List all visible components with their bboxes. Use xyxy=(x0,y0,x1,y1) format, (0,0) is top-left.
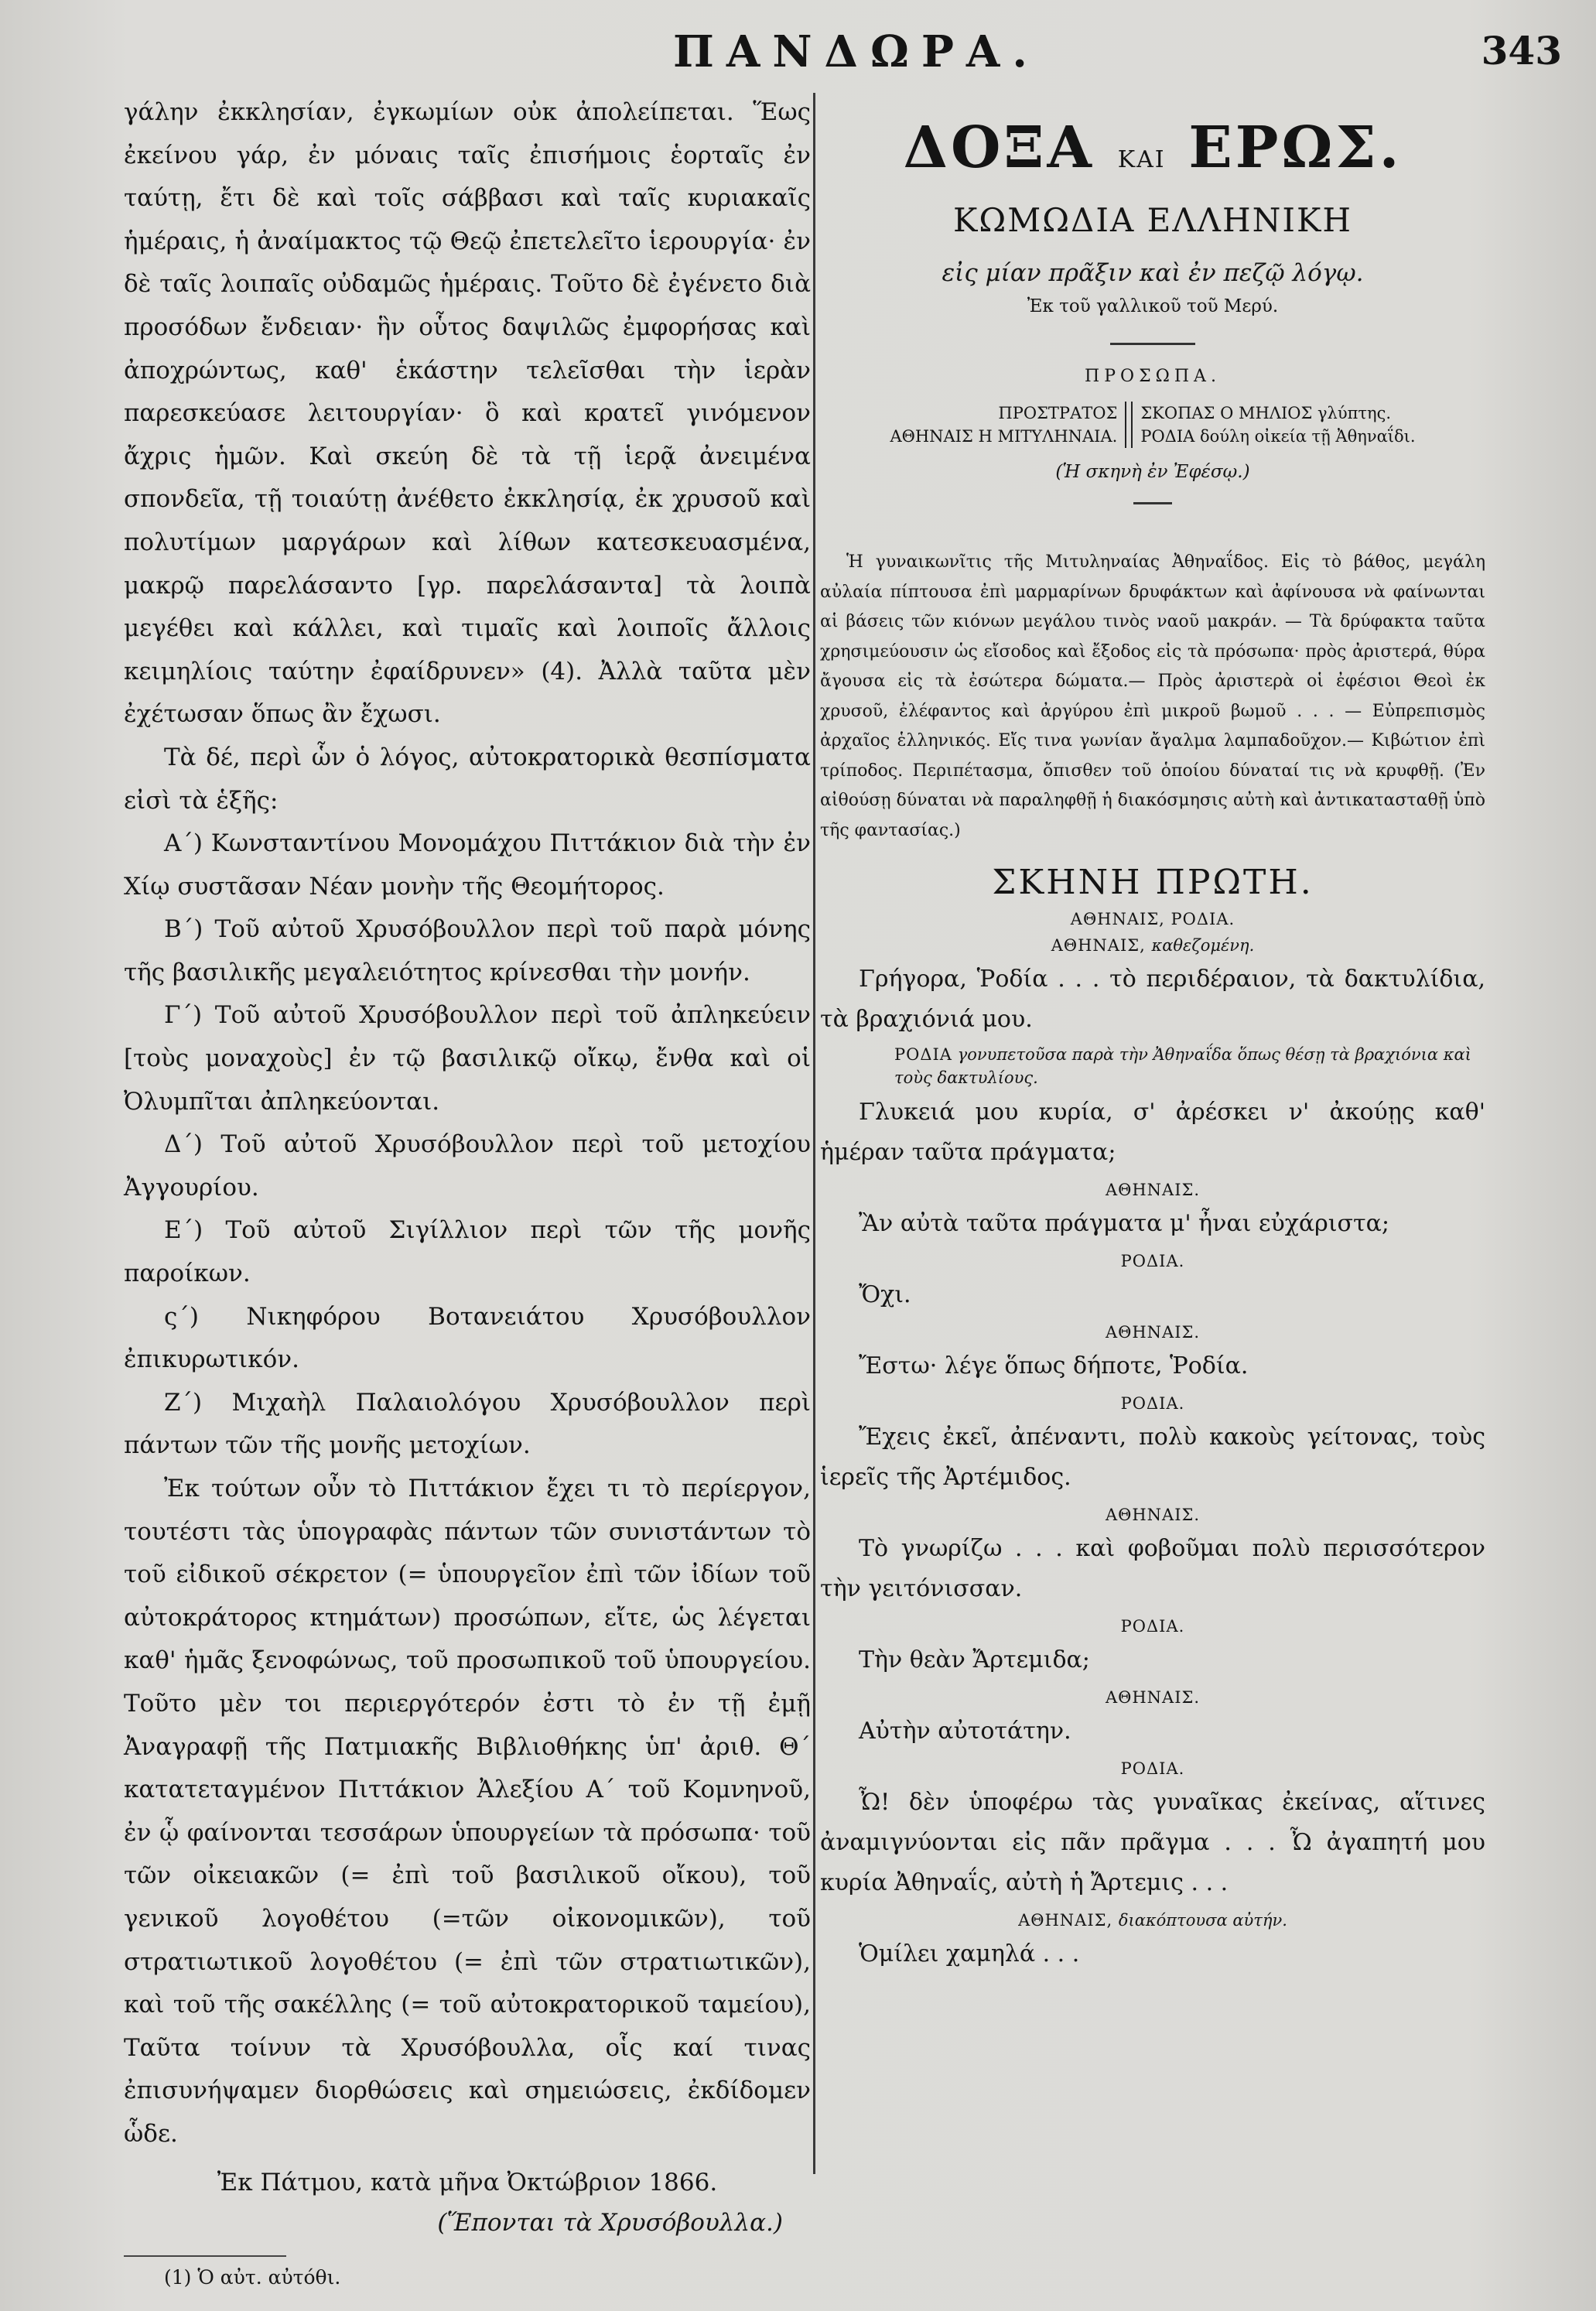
speaker-name: ΑΘΗΝΑΙΣ, xyxy=(1018,1911,1113,1930)
speaker-label: ΡΟΔΙΑ. xyxy=(1120,1617,1185,1636)
dialogue-line: Ὁμίλει χαμηλά . . . xyxy=(859,1940,1080,1967)
dialogue-line: Ἔχεις ἐκεῖ, ἀπέναντι, πολὺ κακοὺς γείτονας, τοὺς ἱερεῖς τῆς Ἀρτέμιδος. xyxy=(820,1424,1485,1491)
speaker-label: ΑΘΗΝΑΙΣ, ΡΟΔΙΑ. xyxy=(1070,910,1235,928)
speaker-label: ΑΘΗΝΑΙΣ. xyxy=(1105,1181,1201,1199)
persons-heading: ΠΡΟΣΩΠΑ. xyxy=(1085,367,1221,386)
speaker-label xyxy=(820,936,1485,955)
cast-member: ΣΚΟΠΑΣ Ο ΜΗΛΙΟΣ γλύπτης. xyxy=(1140,404,1392,422)
scene-title: ΣΚΗΝΗ ΠΡΩΤΗ. xyxy=(992,863,1314,902)
speaker-label: ΑΘΗΝΑΙΣ. xyxy=(1105,1323,1201,1342)
stage-direction: διακόπτουσα αὐτήν. xyxy=(1118,1911,1287,1930)
scene-description: Ἡ γυναικωνῖτις τῆς Μιτυληναίας Ἀθηναΐδος. Εἰς τὸ βάθος, μεγάλη αὐλαία πίπτουσα ἐπὶ μαρμαρίνων δρυφάκτων καὶ ἀφίνουσα νὰ φαίνωνται αἱ βάσεις τῶν κιόνων μεγάλου τινὸς ναοῦ μακράν. — Τὰ δρύφακτα ταῦτα χρησιμεύουσιν ὡς εἴσοδος καὶ ἔξοδος εἰς τὰ πρόσωπα· πρὸς ἀριστερά, θύρα ἄγουσα εἰς τὰ ἐσώτερα δώματα.— Πρὸς ἀριστερὰ οἱ ἐφέσιοι Θεοὶ ἐκ χρυσοῦ, ἐλέφαντος καὶ ἀργύρου ἐπὶ μικροῦ βωμοῦ . . . — Εὐπρεπισμὸς ἀρχαῖος ἑλληνικός. Εἴς τινα γωνίαν ἄγαλμα λαμπαδοῦχον.— Κιβώτιον ἐπὶ τρίποδος. Περιπέτασμα, ὄπισθεν τοῦ ὁποίου δύναταί τις νὰ κρυφθῇ. (Ἐν αἰθούσῃ δύναται νὰ παραληφθῇ ἡ διακόσμησις αὐτὴ καὶ ἀντικατασταθῇ ὑπὸ τῆς φαντασίας.) xyxy=(820,552,1485,840)
dialogue-line: Ἔστω· λέγε ὅπως δήποτε, Ῥοδία. xyxy=(859,1352,1249,1379)
list-item-d: Δ΄) Τοῦ αὐτοῦ Χρυσόβουλλον περὶ τοῦ μετοχίου Ἀγγουρίου. xyxy=(124,1130,811,1202)
list-item-e: Ε΄) Τοῦ αὐτοῦ Σιγίλλιον περὶ τῶν τῆς μονῆς παροίκων. xyxy=(124,1216,811,1288)
footnote: (1) Ὁ αὐτ. αὐτόθι. xyxy=(164,2265,341,2289)
running-head xyxy=(0,26,1596,80)
list-item-f: ς΄) Νικηφόρου Βοτανειάτου Χρυσόβουλλον ἐπικυρωτικόν. xyxy=(124,1302,811,1374)
cast-column-left xyxy=(890,402,1125,448)
dialogue-line: Ὦ! δὲν ὑποφέρω τὰς γυναῖκας ἐκείνας, αἵτινες ἀναμιγνύονται εἰς πᾶν πρᾶγμα . . . Ὦ ἀγαπητή μου κυρία Ἀθηναΐς, αὐτὴ ἡ Ἄρτεμις . . . xyxy=(820,1789,1485,1896)
speaker-name: ΑΘΗΝΑΙΣ, xyxy=(1051,936,1146,955)
list-item-a: Α΄) Κωνσταντίνου Μονομάχου Πιττάκιον διὰ τὴν ἐν Χίῳ συστᾶσαν Νέαν μονὴν τῆς Θεομήτορος. xyxy=(124,829,811,901)
dialogue-line: Τὴν θεὰν Ἄρτεμιδα; xyxy=(859,1646,1090,1673)
dialogue-line: Γρήγορα, Ῥοδία . . . τὸ περιδέραιον, τὰ δακτυλίδια, τὰ βραχιόνιά μου. xyxy=(820,966,1485,1033)
paragraph-intro-list: Τὰ δέ, περὶ ὧν ὁ λόγος, αὐτοκρατορικὰ θεσπίσματα εἰσὶ τὰ ἑξῆς: xyxy=(124,743,811,815)
continued-note: (Ἕπονται τὰ Χρυσόβουλλα.) xyxy=(437,2208,783,2237)
cast-member: ΡΟΔΙΑ δούλη οἰκεία τῇ Ἀθηναΐδι. xyxy=(1140,427,1416,446)
list-item-g: Ζ΄) Μιχαὴλ Παλαιολόγου Χρυσόβουλλον περὶ πάντων τῶν τῆς μονῆς μετοχίων. xyxy=(124,1388,811,1460)
play-title-part2: ΕΡΩΣ. xyxy=(1188,115,1403,181)
setting-rule xyxy=(1133,502,1172,504)
play-source: Ἐκ τοῦ γαλλικοῦ τοῦ Μερύ. xyxy=(1027,296,1279,316)
journal-name: ΠΑΝΔΩΡΑ. xyxy=(673,26,1040,77)
column-divider xyxy=(813,93,815,2174)
play-title-kai: ΚΑΙ xyxy=(1117,146,1166,173)
paragraph-pittakion: Ἐκ τούτων οὖν τὸ Πιττάκιον ἔχει τι τὸ περίεργον, τουτέστι τὰς ὑπογραφὰς πάντων τῶν συνιστάντων τὸ τοῦ εἰδικοῦ σέκρετον (= ὑπουργεῖον ἐπὶ τῶν ἰδίων τοῦ αὐτοκράτορος κτημάτων) προσώπων, εἴτε, ὡς λέγεται καθ' ἡμᾶς ξενοφώνως, τοῦ προσωπικοῦ τοῦ ὑπουργείου. Τοῦτο μὲν τοι περιεργότερόν ἐστι τὸ ἐν τῇ ἐμῇ Ἀναγραφῇ τῆς Πατμιακῆς Βιβλιοθήκης ὑπ' ἀριθ. Θ΄ κατατεταγμένον Πιττάκιον Ἀλεξίου Α΄ τοῦ Κομνηνοῦ, ἐν ᾧ φαίνονται τεσσάρων ὑπουργείων τὰ πρόσωπα· τοῦ τῶν οἰκειακῶν (= ἐπὶ τοῦ βασιλικοῦ οἴκου), τοῦ γενικοῦ λογοθέτου (=τῶν οἰκονομικῶν), τοῦ στρατιωτικοῦ λογοθέτου (= ἐπὶ τῶν στρατιωτικῶν), καὶ τοῦ τῆς σακέλλης (= τοῦ αὐτοκρατορικοῦ ταμείου), Ταῦτα τοίνυν τὰ Χρυσόβουλλα, οἷς καί τινας ἐπισυνήψαμεν διορθώσεις καὶ σημειώσεις, ἐκδίδομεν ὧδε. xyxy=(124,1475,811,2148)
dialogue-line: Αὐτὴν αὐτοτάτην. xyxy=(859,1718,1071,1745)
footnote-rule xyxy=(124,2255,286,2257)
speaker-name: ΡΟΔΙΑ xyxy=(894,1045,952,1064)
play-subtitle: εἰς μίαν πρᾶξιν καὶ ἐν πεζῷ λόγῳ. xyxy=(942,259,1364,287)
cast-column-right xyxy=(1133,402,1415,448)
cast-separator xyxy=(1125,402,1133,448)
dialogue-line: Ὄχι. xyxy=(859,1281,911,1308)
speaker-label: ΑΘΗΝΑΙΣ. xyxy=(1105,1506,1201,1524)
cast-member: ΑΘΗΝΑΙΣ Η ΜΙΤΥΛΗΝΑΙΑ. xyxy=(890,427,1118,446)
dialogue-line: Τὸ γνωρίζω . . . καὶ φοβοῦμαι πολὺ περισσότερον τὴν γειτόνισσαν. xyxy=(820,1535,1485,1602)
speaker-label: ΡΟΔΙΑ. xyxy=(1120,1394,1185,1413)
speaker-with-direction xyxy=(820,1043,1485,1089)
cast-list xyxy=(820,402,1485,448)
page-number: 343 xyxy=(1481,28,1562,74)
speaker-label: ΡΟΔΙΑ. xyxy=(1120,1759,1185,1778)
play-title-part1: ΔΟΞΑ xyxy=(903,115,1095,181)
cast-member: ΠΡΟΣΤΡΑΤΟΣ xyxy=(998,404,1118,422)
speaker-label: ΑΘΗΝΑΙΣ. xyxy=(1105,1688,1201,1707)
dateline: Ἐκ Πάτμου, κατὰ μῆνα Ὀκτώβριον 1866. xyxy=(217,2168,718,2196)
play-title xyxy=(820,113,1485,195)
stage-direction: καθεζομένη. xyxy=(1151,936,1255,955)
speaker-label: ΡΟΔΙΑ. xyxy=(1120,1252,1185,1270)
title-rule xyxy=(1110,343,1195,345)
left-column xyxy=(124,91,811,2291)
speaker-label xyxy=(820,1911,1485,1930)
paragraph-continued: γάλην ἐκκλησίαν, ἐγκωμίων οὐκ ἀπολείπεται. Ἕως ἐκείνου γάρ, ἐν μόναις ταῖς ἐπισήμοις ἑορταῖς ἐν ταύτῃ, ἔτι δὲ καὶ τοῖς σάββασι καὶ ταῖς κυριακαῖς ἡμέραις, ἡ ἀναίμακτος τῷ Θεῷ ἐπετελεῖτο ἱερουργία· ἐν δὲ ταῖς λοιπαῖς οὐδαμῶς ἡμέραις. Τοῦτο δὲ ἐγένετο διὰ προσόδων ἔνδειαν· ἣν οὗτος δαψιλῶς ἐμφορήσας καὶ ἀποχρώντως, καθ' ἑκάστην τελεῖσθαι τὴν ἱερὰν παρεσκεύασε λειτουργίαν· ὃ καὶ κρατεῖ γινόμενον ἄχρις ἡμῶν. Καὶ σκεύη δὲ τὰ τῇ ἱερᾷ ἀνειμένα σπονδεῖα, τῇ τοιαύτῃ ἀνέθετο ἐκκλησίᾳ, ἐκ χρυσοῦ καὶ πολυτίμων μαργάρων καὶ λίθων κατεσκευασμένα, μακρῷ παρελάσαντο [γρ. παρελάσαντα] τὰ λοιπὰ μεγέθει καὶ κάλλει, καὶ τιμαῖς καὶ λοιποῖς ἄλλοις κειμηλίοις ταύτην ἐφαίδρυνεν» (4). Ἀλλὰ ταῦτα μὲν ἐχέτωσαν ὅπως ἂν ἔχωσι. xyxy=(124,98,811,729)
play-genre: ΚΩΜΩΔΙΑ ΕΛΛΗΝΙΚΗ xyxy=(953,201,1352,239)
dialogue-line: Ἂν αὐτὰ ταῦτα πράγματα μ' ἦναι εὐχάριστα; xyxy=(859,1210,1390,1237)
dialogue-line: Γλυκειά μου κυρία, σ' ἀρέσκει ν' ἀκούῃς καθ' ἡμέραν ταῦτα πράγματα; xyxy=(820,1099,1485,1166)
right-column xyxy=(820,91,1485,1974)
stage-direction: γονυπετοῦσα παρὰ τὴν Ἀθηναΐδα ὅπως θέσῃ τὰ βραχιόνια καὶ τοὺς δακτυλίους. xyxy=(894,1045,1471,1087)
list-item-c: Γ΄) Τοῦ αὐτοῦ Χρυσόβουλλον περὶ τοῦ ἀπληκεύειν [τοὺς μοναχοὺς] ἐν τῷ βασιλικῷ οἴκῳ, ἔνθα καὶ οἱ Ὀλυμπῖται ἀπληκεύονται. xyxy=(124,1001,811,1116)
list-item-b: Β΄) Τοῦ αὐτοῦ Χρυσόβουλλον περὶ τοῦ παρὰ μόνης τῆς βασιλικῆς μεγαλειότητος κρίνεσθαι τὴν μονήν. xyxy=(124,915,811,986)
setting-note: (Ἡ σκηνὴ ἐν Ἐφέσῳ.) xyxy=(1055,462,1250,482)
